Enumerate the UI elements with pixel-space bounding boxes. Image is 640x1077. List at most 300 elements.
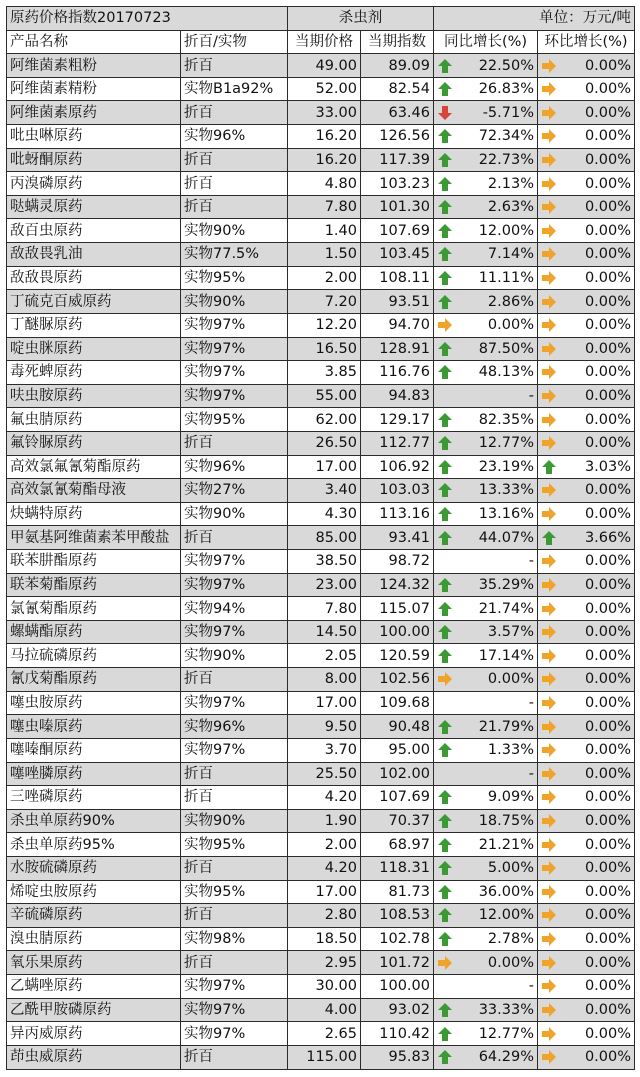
table-row	[7, 148, 635, 172]
mom-cell	[538, 951, 635, 975]
product-name: 敌敌畏原药	[7, 266, 181, 290]
table-row	[7, 54, 635, 78]
current-index: 68.97	[361, 833, 434, 857]
yoy-cell	[434, 54, 538, 78]
current-index: 70.37	[361, 809, 434, 833]
product-name: 烯啶虫胺原药	[7, 880, 181, 904]
mom-value: 0.00%	[584, 694, 632, 711]
orange-right-arrow-icon	[541, 1026, 557, 1042]
table-row	[7, 951, 635, 975]
current-price: 1.40	[288, 219, 361, 243]
current-price: 33.00	[288, 101, 361, 125]
product-name: 丙溴磷原药	[7, 172, 181, 196]
yoy-cell	[434, 1022, 538, 1046]
unit-label: 单位：万元/吨	[434, 7, 635, 31]
table-row	[7, 1022, 635, 1046]
orange-right-arrow-icon	[541, 978, 557, 994]
yoy-value: 23.19%	[478, 458, 534, 475]
yoy-cell	[434, 904, 538, 928]
current-price: 3.85	[288, 361, 361, 385]
product-name: 阿维菌素原药	[7, 101, 181, 125]
current-price: 2.05	[288, 644, 361, 668]
current-price: 30.00	[288, 974, 361, 998]
product-name: 螺螨酯原药	[7, 620, 181, 644]
product-type: 实物97%	[181, 738, 288, 762]
yoy-value: 21.74%	[478, 600, 534, 617]
product-type: 实物97%	[181, 620, 288, 644]
product-name: 高效氯氟氰菊酯原药	[7, 455, 181, 479]
product-type: 实物97%	[181, 974, 288, 998]
table-row	[7, 597, 635, 621]
product-type: 实物94%	[181, 597, 288, 621]
green-up-arrow-icon	[437, 270, 453, 286]
orange-right-arrow-icon	[541, 1002, 557, 1018]
yoy-value: 12.00%	[478, 907, 534, 924]
current-index: 124.32	[361, 573, 434, 597]
current-price: 18.50	[288, 927, 361, 951]
product-type: 实物97%	[181, 998, 288, 1022]
orange-right-arrow-icon	[541, 435, 557, 451]
yoy-value: 13.33%	[478, 482, 534, 499]
mom-cell	[538, 904, 635, 928]
mom-cell	[538, 620, 635, 644]
table-row	[7, 290, 635, 314]
table-row	[7, 998, 635, 1022]
yoy-value: 0.00%	[487, 671, 534, 688]
product-type: 折百	[181, 172, 288, 196]
product-name: 敌百虫原药	[7, 219, 181, 243]
empty-icon-slot	[437, 695, 453, 711]
yoy-cell	[434, 313, 538, 337]
column-header-index: 当期指数	[361, 30, 434, 54]
table-row	[7, 526, 635, 550]
table-row	[7, 691, 635, 715]
current-index: 94.70	[361, 313, 434, 337]
orange-right-arrow-icon	[541, 719, 557, 735]
orange-right-arrow-icon	[541, 766, 557, 782]
yoy-cell	[434, 148, 538, 172]
table-row	[7, 927, 635, 951]
green-up-arrow-icon	[437, 223, 453, 239]
mom-value: 0.00%	[584, 765, 632, 782]
mom-cell	[538, 361, 635, 385]
green-up-arrow-icon	[437, 719, 453, 735]
mom-cell	[538, 927, 635, 951]
mom-value: 0.00%	[584, 222, 632, 239]
yoy-cell	[434, 408, 538, 432]
green-up-arrow-icon	[541, 459, 557, 475]
current-index: 106.92	[361, 455, 434, 479]
mom-value: 0.00%	[584, 317, 632, 334]
mom-cell	[538, 738, 635, 762]
yoy-value: 17.14%	[478, 647, 534, 664]
product-type: 实物97%	[181, 573, 288, 597]
current-index: 95.83	[361, 1045, 434, 1069]
current-price: 12.20	[288, 313, 361, 337]
yoy-cell	[434, 219, 538, 243]
mom-cell	[538, 786, 635, 810]
table-row	[7, 809, 635, 833]
yoy-value: 87.50%	[478, 340, 534, 357]
mom-value: 0.00%	[584, 293, 632, 310]
mom-value: 0.00%	[584, 104, 632, 121]
yoy-value: 36.00%	[478, 883, 534, 900]
product-name: 毒死蜱原药	[7, 361, 181, 385]
yoy-cell	[434, 644, 538, 668]
mom-cell	[538, 479, 635, 503]
mom-cell	[538, 290, 635, 314]
mom-cell	[538, 762, 635, 786]
yoy-cell	[434, 101, 538, 125]
product-name: 吡虫啉原药	[7, 125, 181, 149]
yoy-value: 64.29%	[478, 1049, 534, 1066]
yoy-cell	[434, 951, 538, 975]
product-type: 折百	[181, 856, 288, 880]
mom-value: 0.00%	[584, 671, 632, 688]
current-index: 103.45	[361, 243, 434, 267]
green-up-arrow-icon	[437, 931, 453, 947]
current-index: 112.77	[361, 431, 434, 455]
yoy-cell	[434, 125, 538, 149]
product-type: 实物90%	[181, 644, 288, 668]
product-name: 敌敌畏乳油	[7, 243, 181, 267]
mom-value: 0.00%	[584, 482, 632, 499]
mom-value: 0.00%	[584, 151, 632, 168]
green-up-arrow-icon	[437, 601, 453, 617]
product-type: 折百	[181, 54, 288, 78]
current-index: 108.53	[361, 904, 434, 928]
current-index: 107.69	[361, 786, 434, 810]
title-row	[7, 7, 635, 31]
current-price: 17.00	[288, 880, 361, 904]
yoy-cell	[434, 880, 538, 904]
yoy-cell	[434, 738, 538, 762]
yoy-value: 22.73%	[478, 151, 534, 168]
product-type: 折百	[181, 904, 288, 928]
orange-right-arrow-icon	[541, 955, 557, 971]
mom-value: 0.00%	[584, 411, 632, 428]
green-up-arrow-icon	[437, 176, 453, 192]
product-name: 啶虫脒原药	[7, 337, 181, 361]
green-up-arrow-icon	[437, 199, 453, 215]
mom-value: 0.00%	[584, 647, 632, 664]
product-name: 噻嗪酮原药	[7, 738, 181, 762]
green-up-arrow-icon	[437, 1002, 453, 1018]
yoy-value: 12.77%	[478, 435, 534, 452]
product-name: 杀虫单原药95%	[7, 833, 181, 857]
mom-value: 0.00%	[584, 246, 632, 263]
current-index: 63.46	[361, 101, 434, 125]
table-row	[7, 620, 635, 644]
current-index: 100.00	[361, 974, 434, 998]
product-name: 哒螨灵原药	[7, 195, 181, 219]
orange-right-arrow-icon	[541, 742, 557, 758]
current-price: 1.50	[288, 243, 361, 267]
current-price: 85.00	[288, 526, 361, 550]
mom-cell	[538, 195, 635, 219]
current-price: 14.50	[288, 620, 361, 644]
current-price: 7.80	[288, 195, 361, 219]
table-row	[7, 573, 635, 597]
yoy-cell	[434, 502, 538, 526]
current-index: 118.31	[361, 856, 434, 880]
orange-right-arrow-icon	[541, 671, 557, 687]
orange-right-arrow-icon	[541, 907, 557, 923]
orange-right-arrow-icon	[541, 246, 557, 262]
product-type: 实物96%	[181, 125, 288, 149]
mom-cell	[538, 408, 635, 432]
table-row	[7, 738, 635, 762]
current-index: 100.00	[361, 620, 434, 644]
product-type: 实物90%	[181, 502, 288, 526]
product-name: 噻唑膦原药	[7, 762, 181, 786]
table-row	[7, 715, 635, 739]
yoy-value: 26.83%	[478, 81, 534, 98]
mom-cell	[538, 125, 635, 149]
current-index: 98.72	[361, 550, 434, 574]
product-name: 联苯肼酯原药	[7, 550, 181, 574]
green-up-arrow-icon	[437, 742, 453, 758]
column-header-yoy: 同比增长(%)	[434, 30, 538, 54]
category-label: 杀虫剂	[288, 7, 434, 31]
yoy-value: 18.75%	[478, 813, 534, 830]
orange-right-arrow-icon	[541, 364, 557, 380]
mom-cell	[538, 809, 635, 833]
product-name: 吡蚜酮原药	[7, 148, 181, 172]
product-type: 实物97%	[181, 550, 288, 574]
product-name: 三唑磷原药	[7, 786, 181, 810]
table-row	[7, 431, 635, 455]
orange-right-arrow-icon	[541, 695, 557, 711]
mom-cell	[538, 691, 635, 715]
yoy-value: 35.29%	[478, 576, 534, 593]
mom-cell	[538, 715, 635, 739]
green-up-arrow-icon	[437, 813, 453, 829]
current-price: 23.00	[288, 573, 361, 597]
green-up-arrow-icon	[437, 648, 453, 664]
orange-right-arrow-icon	[541, 81, 557, 97]
green-up-arrow-icon	[437, 152, 453, 168]
green-up-arrow-icon	[437, 624, 453, 640]
current-index: 89.09	[361, 54, 434, 78]
product-name: 丁醚脲原药	[7, 313, 181, 337]
current-index: 90.48	[361, 715, 434, 739]
product-name: 乙酰甲胺磷原药	[7, 998, 181, 1022]
table-row	[7, 502, 635, 526]
green-up-arrow-icon	[437, 907, 453, 923]
product-type: 折百	[181, 101, 288, 125]
mom-value: 0.00%	[584, 1049, 632, 1066]
mom-value: 0.00%	[584, 1025, 632, 1042]
current-price: 2.00	[288, 833, 361, 857]
mom-cell	[538, 431, 635, 455]
yoy-value: 12.77%	[478, 1025, 534, 1042]
yoy-cell	[434, 243, 538, 267]
product-type: 实物95%	[181, 266, 288, 290]
price-index-table	[6, 6, 635, 1070]
orange-right-arrow-icon	[541, 388, 557, 404]
yoy-cell	[434, 479, 538, 503]
mom-cell	[538, 148, 635, 172]
orange-right-arrow-icon	[541, 128, 557, 144]
product-type: 实物27%	[181, 479, 288, 503]
mom-cell	[538, 644, 635, 668]
table-row	[7, 337, 635, 361]
table-row	[7, 172, 635, 196]
table-row	[7, 313, 635, 337]
table-row	[7, 195, 635, 219]
yoy-cell	[434, 431, 538, 455]
yoy-cell	[434, 266, 538, 290]
yoy-value: 2.63%	[487, 199, 534, 216]
table-row	[7, 266, 635, 290]
orange-right-arrow-icon	[541, 223, 557, 239]
column-header-price: 当期价格	[288, 30, 361, 54]
yoy-cell	[434, 998, 538, 1022]
current-index: 126.56	[361, 125, 434, 149]
green-up-arrow-icon	[437, 128, 453, 144]
table-row	[7, 644, 635, 668]
current-index: 113.16	[361, 502, 434, 526]
green-up-arrow-icon	[437, 412, 453, 428]
green-up-arrow-icon	[437, 341, 453, 357]
table-row	[7, 243, 635, 267]
table-row	[7, 550, 635, 574]
current-index: 107.69	[361, 219, 434, 243]
yoy-cell	[434, 1045, 538, 1069]
green-up-arrow-icon	[437, 81, 453, 97]
yoy-value: 11.11%	[478, 270, 534, 286]
mom-cell	[538, 219, 635, 243]
product-name: 氯氰菊酯原药	[7, 597, 181, 621]
product-type: 实物97%	[181, 384, 288, 408]
mom-value: 0.00%	[584, 907, 632, 924]
yoy-cell	[434, 856, 538, 880]
mom-cell	[538, 856, 635, 880]
yoy-value: 1.33%	[487, 742, 534, 759]
mom-cell	[538, 573, 635, 597]
table-row	[7, 77, 635, 101]
green-up-arrow-icon	[437, 435, 453, 451]
mom-cell	[538, 54, 635, 78]
yoy-cell	[434, 195, 538, 219]
current-index: 128.91	[361, 337, 434, 361]
mom-value: 0.00%	[584, 624, 632, 641]
table-row	[7, 762, 635, 786]
mom-value: 0.00%	[584, 340, 632, 357]
mom-cell	[538, 77, 635, 101]
orange-right-arrow-icon	[541, 931, 557, 947]
yoy-cell	[434, 172, 538, 196]
mom-cell	[538, 880, 635, 904]
current-price: 3.70	[288, 738, 361, 762]
yoy-cell	[434, 786, 538, 810]
yoy-value: 2.13%	[487, 175, 534, 192]
mom-cell	[538, 266, 635, 290]
yoy-value: 82.35%	[478, 411, 534, 428]
mom-value: 0.00%	[584, 813, 632, 830]
mom-value: 0.00%	[584, 270, 632, 286]
current-index: 95.00	[361, 738, 434, 762]
green-up-arrow-icon	[437, 294, 453, 310]
empty-icon-slot	[437, 978, 453, 994]
orange-right-arrow-icon	[541, 58, 557, 74]
current-price: 4.30	[288, 502, 361, 526]
mom-value: 0.00%	[584, 435, 632, 452]
current-price: 17.00	[288, 455, 361, 479]
mom-cell	[538, 998, 635, 1022]
column-header-name: 产品名称	[7, 30, 181, 54]
green-up-arrow-icon	[437, 577, 453, 593]
current-price: 55.00	[288, 384, 361, 408]
yoy-value: 2.78%	[487, 931, 534, 948]
green-up-arrow-icon	[437, 860, 453, 876]
current-index: 116.76	[361, 361, 434, 385]
product-name: 马拉硫磷原药	[7, 644, 181, 668]
column-header-type: 折百/实物	[181, 30, 288, 54]
orange-right-arrow-icon	[437, 671, 453, 687]
product-name: 阿维菌素精粉	[7, 77, 181, 101]
yoy-cell	[434, 762, 538, 786]
orange-right-arrow-icon	[541, 199, 557, 215]
yoy-value: 0.00%	[487, 317, 534, 334]
green-up-arrow-icon	[437, 58, 453, 74]
product-name: 氟铃脲原药	[7, 431, 181, 455]
orange-right-arrow-icon	[541, 860, 557, 876]
red-down-arrow-icon	[437, 105, 453, 121]
current-index: 110.42	[361, 1022, 434, 1046]
mom-value: 0.00%	[584, 600, 632, 617]
green-up-arrow-icon	[437, 837, 453, 853]
current-price: 2.00	[288, 266, 361, 290]
table-row	[7, 101, 635, 125]
mom-cell	[538, 243, 635, 267]
yoy-value: -5.71%	[482, 104, 534, 121]
product-name: 异丙威原药	[7, 1022, 181, 1046]
current-price: 115.00	[288, 1045, 361, 1069]
yoy-value: 48.13%	[478, 364, 534, 381]
yoy-cell	[434, 550, 538, 574]
orange-right-arrow-icon	[541, 152, 557, 168]
current-price: 7.80	[288, 597, 361, 621]
product-name: 氧乐果原药	[7, 951, 181, 975]
current-price: 4.20	[288, 856, 361, 880]
green-up-arrow-icon	[437, 364, 453, 380]
yoy-value: 22.50%	[478, 57, 534, 74]
product-type: 实物95%	[181, 833, 288, 857]
product-type: 实物97%	[181, 1022, 288, 1046]
orange-right-arrow-icon	[541, 648, 557, 664]
current-index: 82.54	[361, 77, 434, 101]
yoy-value: 2.86%	[487, 293, 534, 310]
current-price: 16.20	[288, 125, 361, 149]
table-row	[7, 408, 635, 432]
yoy-value: -	[528, 765, 534, 782]
current-price: 62.00	[288, 408, 361, 432]
sheet-title: 原药价格指数20170723	[7, 7, 288, 31]
mom-cell	[538, 668, 635, 692]
empty-icon-slot	[437, 553, 453, 569]
current-index: 93.51	[361, 290, 434, 314]
current-price: 2.95	[288, 951, 361, 975]
current-price: 25.50	[288, 762, 361, 786]
mom-value: 3.66%	[584, 529, 632, 546]
current-index: 120.59	[361, 644, 434, 668]
orange-right-arrow-icon	[437, 955, 453, 971]
table-row	[7, 904, 635, 928]
product-name: 氰戊菊酯原药	[7, 668, 181, 692]
orange-right-arrow-icon	[541, 176, 557, 192]
